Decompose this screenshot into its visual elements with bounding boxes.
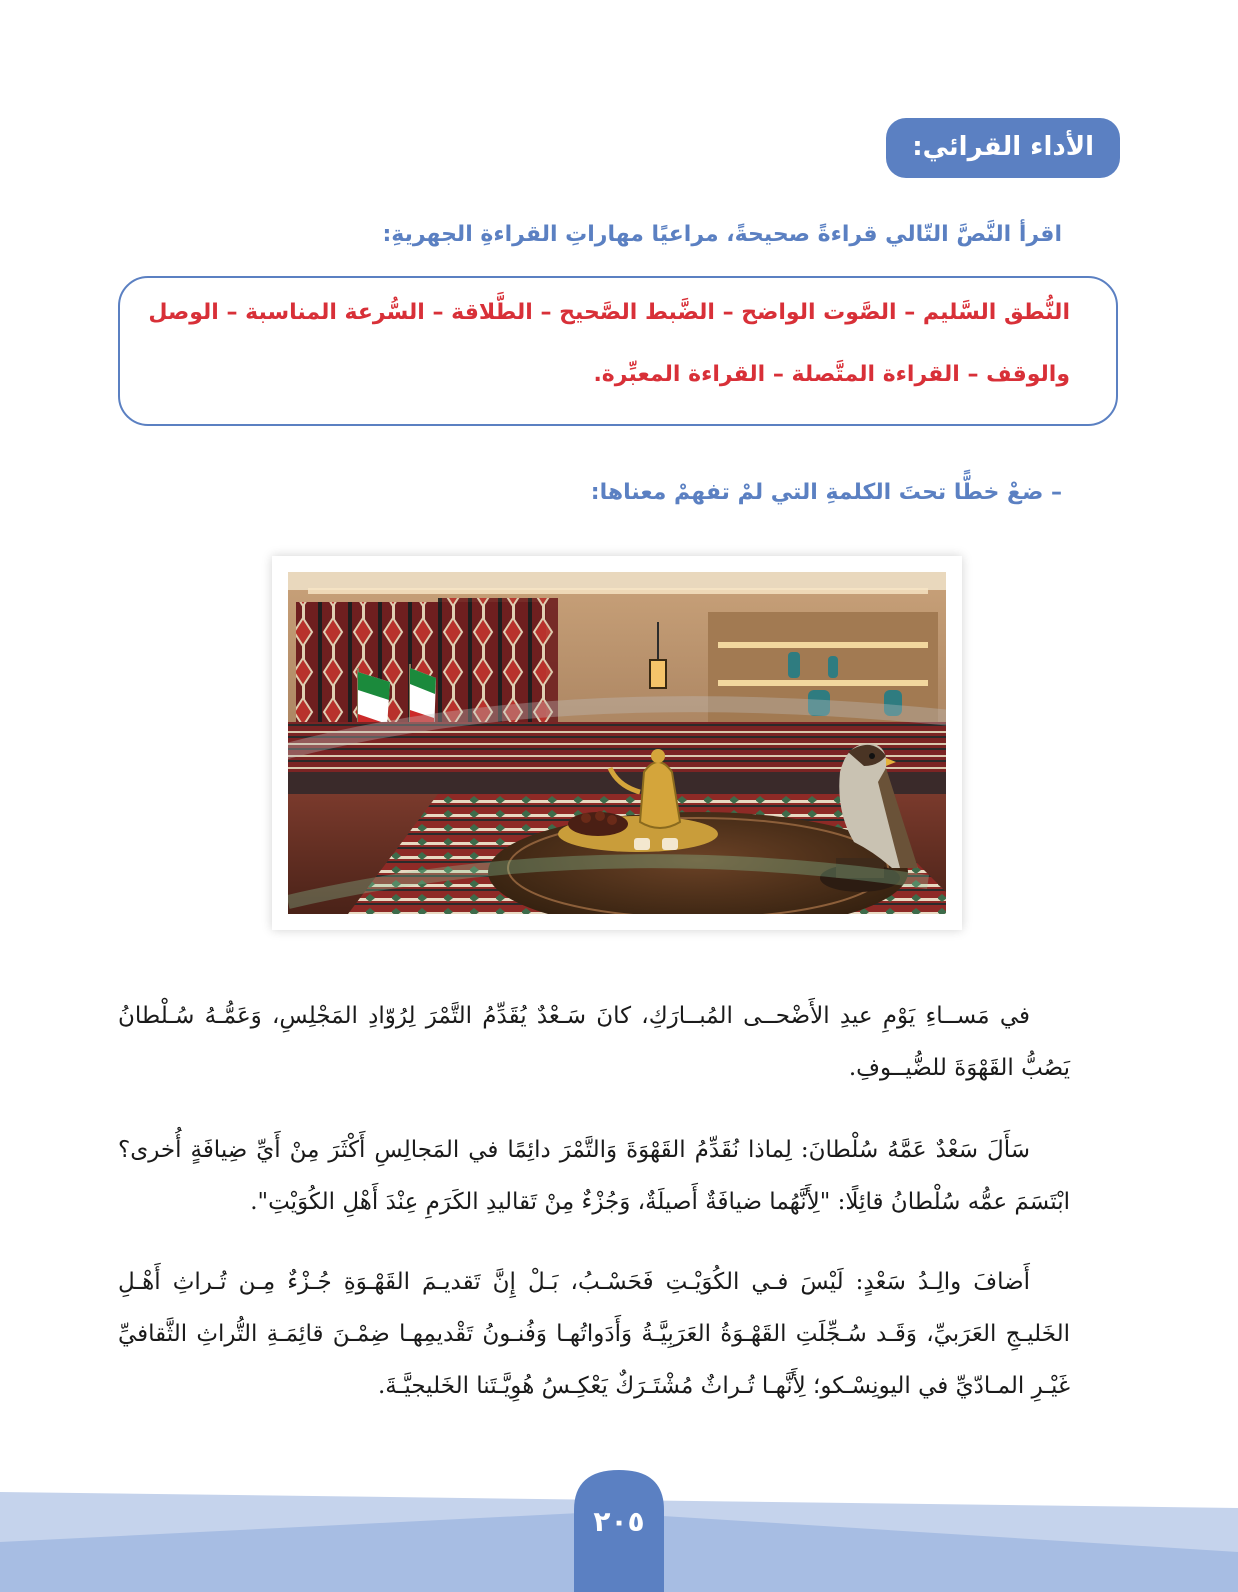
reading-skills-box xyxy=(118,276,1118,426)
reading-instruction: اقرأ النَّصَّ التّالي قراءةً صحيحةً، مراعيًا مهاراتِ القراءةِ الجهريةِ: xyxy=(382,222,1062,247)
paragraph-2-text: سَأَلَ سَعْدٌ عَمَّهُ سُلْطانَ: لِماذا نُقَدِّمُ القَهْوَةَ وَالتَّمْرَ دائِمًا في المَجالِسِ أَكْثَرَ مِنْ أَيِّ ضِيافَةٍ أُخرى؟ ابْتَسَمَ عمُّه سُلْطانُ قائِلًا: "لِأَنَّهُما ضيافَةٌ أَصيلَةٌ، وَجُزْءٌ مِنْ تَقاليدِ الكَرَمِ عِنْدَ أَهْلِ الكُوَيْتِ". xyxy=(118,1137,1070,1215)
paragraph-1-text: في مَســاءِ يَوْمِ عيدِ الأَضْحــى المُبــارَكِ، كانَ سَـعْدٌ يُقَدِّمُ التَّمْرَ لِرُوّادِ المَجْلِسِ، وَعَمُّـهُ سُـلْطانُ يَصُبُّ القَهْوَةَ للضُّيــوفِ. xyxy=(118,1003,1070,1081)
majlis-scene-image xyxy=(288,572,946,914)
task-instruction: – ضعْ خطًّا تحتَ الكلمةِ التي لمْ تفهمْ معناها: xyxy=(590,480,1062,505)
paragraph-3 xyxy=(118,1256,1070,1412)
paragraph-2 xyxy=(118,1124,1070,1228)
skills-line-2: والوقف – القراءة المتَّصلة – القراءة المعبِّرة. xyxy=(593,362,1070,387)
paragraph-3-text: أَضافَ والِـدُ سَعْدٍ: لَيْسَ فـي الكُوَيْـتِ فَحَسْـبُ، بَـلْ إِنَّ تَقديـمَ القَهْـوَةِ جُـزْءٌ مِـن تُـراثِ أَهْـلِ الخَليـجِ العَرَبيِّ، وَقَـد سُـجِّلَتِ القَهْـوَةُ العَرَبِيَّـةُ وَأَدَواتُهـا وَفُنـونُ تَقْديمِهـا ضِمْـنَ قائِمَـةِ التُّراثِ الثَّقافيِّ غَيْـرِ المـادّيِّ في اليونِسْـكو؛ لِأَنَّهـا تُـراثٌ مُشْتَـرَكٌ يَعْكِـسُ هُوِيَّـتَنا الخَليجيَّـةَ. xyxy=(118,1269,1070,1399)
section-title: الأداء القرائي: xyxy=(886,118,1120,178)
page-number: ٢٠٥ xyxy=(593,1505,645,1538)
skills-line-1: النُّطق السَّليم – الصَّوت الواضح – الضَّبط الصَّحيح – الطَّلاقة – السُّرعة المناسبة – الوصل xyxy=(148,300,1070,325)
majlis-illustration xyxy=(272,556,962,930)
paragraph-1 xyxy=(118,990,1070,1094)
